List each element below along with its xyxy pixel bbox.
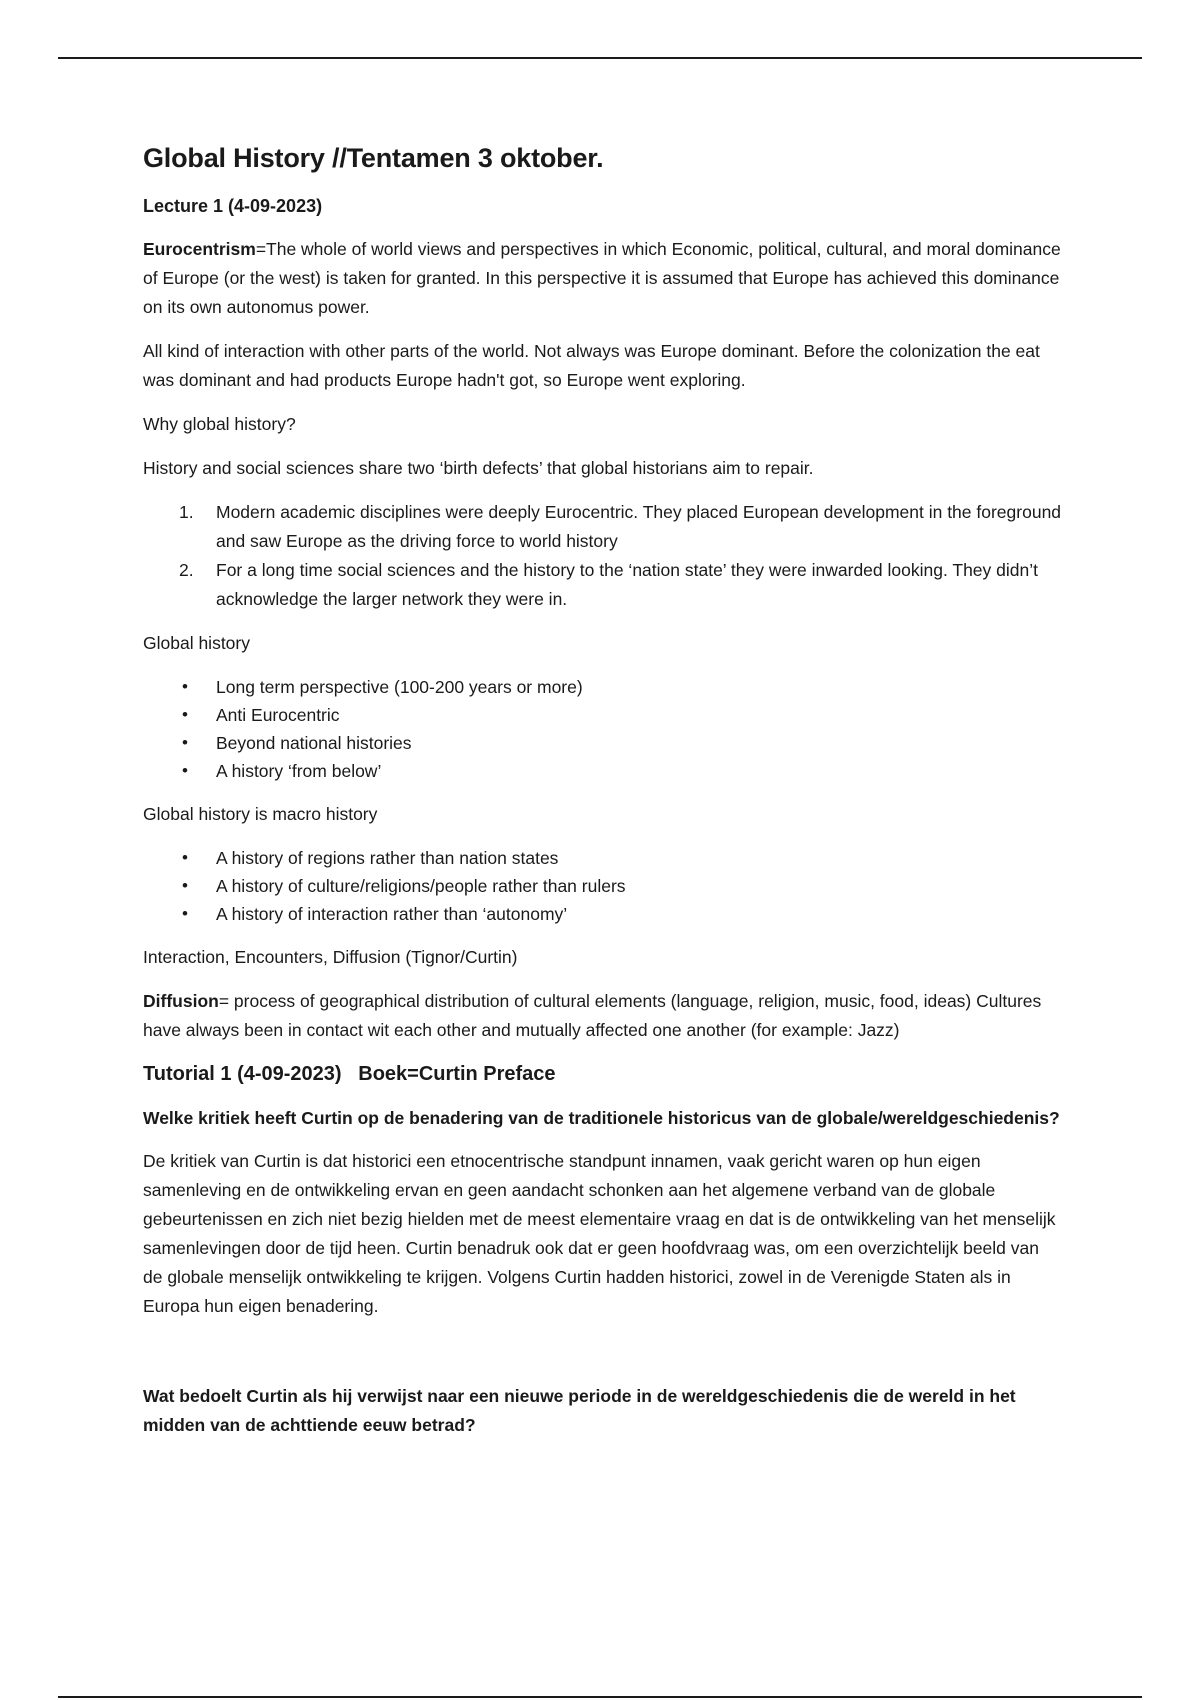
document-body	[143, 143, 1063, 1454]
list-item: • A history of regions rather than nation states	[182, 848, 559, 868]
diffusion-paragraph	[143, 987, 1063, 1045]
question-1: Welke kritiek heeft Curtin op de benadering van de traditionele historicus van de globale/wereldgeschiedenis?	[143, 1108, 1060, 1128]
global-history-label: Global history	[143, 633, 250, 653]
diffusion-term: Diffusion	[143, 991, 219, 1011]
tutorial-heading: Tutorial 1 (4-09-2023) Boek=Curtin Preface	[143, 1063, 556, 1085]
global-history-list	[143, 673, 1063, 785]
spacer	[143, 1336, 1063, 1382]
list-item: 2. For a long time social sciences and the history to the ‘nation state’ they were inwarded looking. They didn’t acknowledge the larger network they were in.	[179, 560, 1038, 609]
lecture-heading: Lecture 1 (4-09-2023)	[143, 196, 323, 216]
list-item: • Anti Eurocentric	[182, 705, 340, 725]
macro-history-label: Global history is macro history	[143, 804, 378, 824]
birth-defects-paragraph: History and social sciences share two ‘birth defects’ that global historians aim to repair.	[143, 458, 814, 478]
interaction-line: Interaction, Encounters, Diffusion (Tignor/Curtin)	[143, 947, 518, 967]
macro-history-list	[143, 844, 1063, 928]
page-title: Global History //Tentamen 3 oktober.	[143, 143, 604, 173]
answer-1: De kritiek van Curtin is dat historici een etnocentrische standpunt innamen, vaak gericht waren op hun eigen samenleving en de ontwikkeling ervan en geen aandacht schonken aan het algemene verband van de globale gebeurtenissen en zich niet bezig hielden met de meest elementaire vraag en dat is de ontwikkeling van het menselijk samenlevingen door de tijd heen. Curtin benadruk ook dat er geen hoofdvraag was, om een overzichtelijk beeld van de globale menselijk ontwikkeling te krijgen. Volgens Curtin hadden historici, zowel in de Verenigde Staten als in Europa hun eigen benadering.	[143, 1151, 1056, 1316]
eurocentrism-term: Eurocentrism	[143, 239, 256, 259]
list-item: • A history ‘from below’	[182, 761, 382, 781]
diffusion-definition: = process of geographical distribution of cultural elements (language, religion, music, food, ideas) Cultures have always been in contact wit each other and mutually affected one another (for example: Jazz)	[143, 991, 1042, 1040]
question-2: Wat bedoelt Curtin als hij verwijst naar een nieuwe periode in de wereldgeschiedenis die de wereld in het midden van de achttiende eeuw betrad?	[143, 1386, 1016, 1435]
eurocentrism-paragraph	[143, 235, 1063, 322]
bottom-rule	[58, 1696, 1142, 1698]
list-item: • Long term perspective (100-200 years or more)	[182, 677, 583, 697]
eurocentrism-definition: =The whole of world views and perspectives in which Economic, political, cultural, and moral dominance of Europe (or the west) is taken for granted. In this perspective it is assumed that Europe has achieved this dominance on its own autonomus power.	[143, 239, 1061, 317]
list-item: 1. Modern academic disciplines were deeply Eurocentric. They placed European development in the foreground and saw Europe as the driving force to world history	[179, 502, 1062, 551]
list-item: • A history of interaction rather than ‘autonomy’	[182, 904, 568, 924]
top-rule	[58, 57, 1142, 59]
defects-list	[143, 498, 1063, 614]
list-item: • A history of culture/religions/people rather than rulers	[182, 876, 626, 896]
why-global-history: Why global history?	[143, 414, 296, 434]
list-item: • Beyond national histories	[182, 733, 412, 753]
interaction-paragraph: All kind of interaction with other parts of the world. Not always was Europe dominant. Before the colonization the eat was dominant and had products Europe hadn't got, so Europe went exploring.	[143, 341, 1040, 390]
